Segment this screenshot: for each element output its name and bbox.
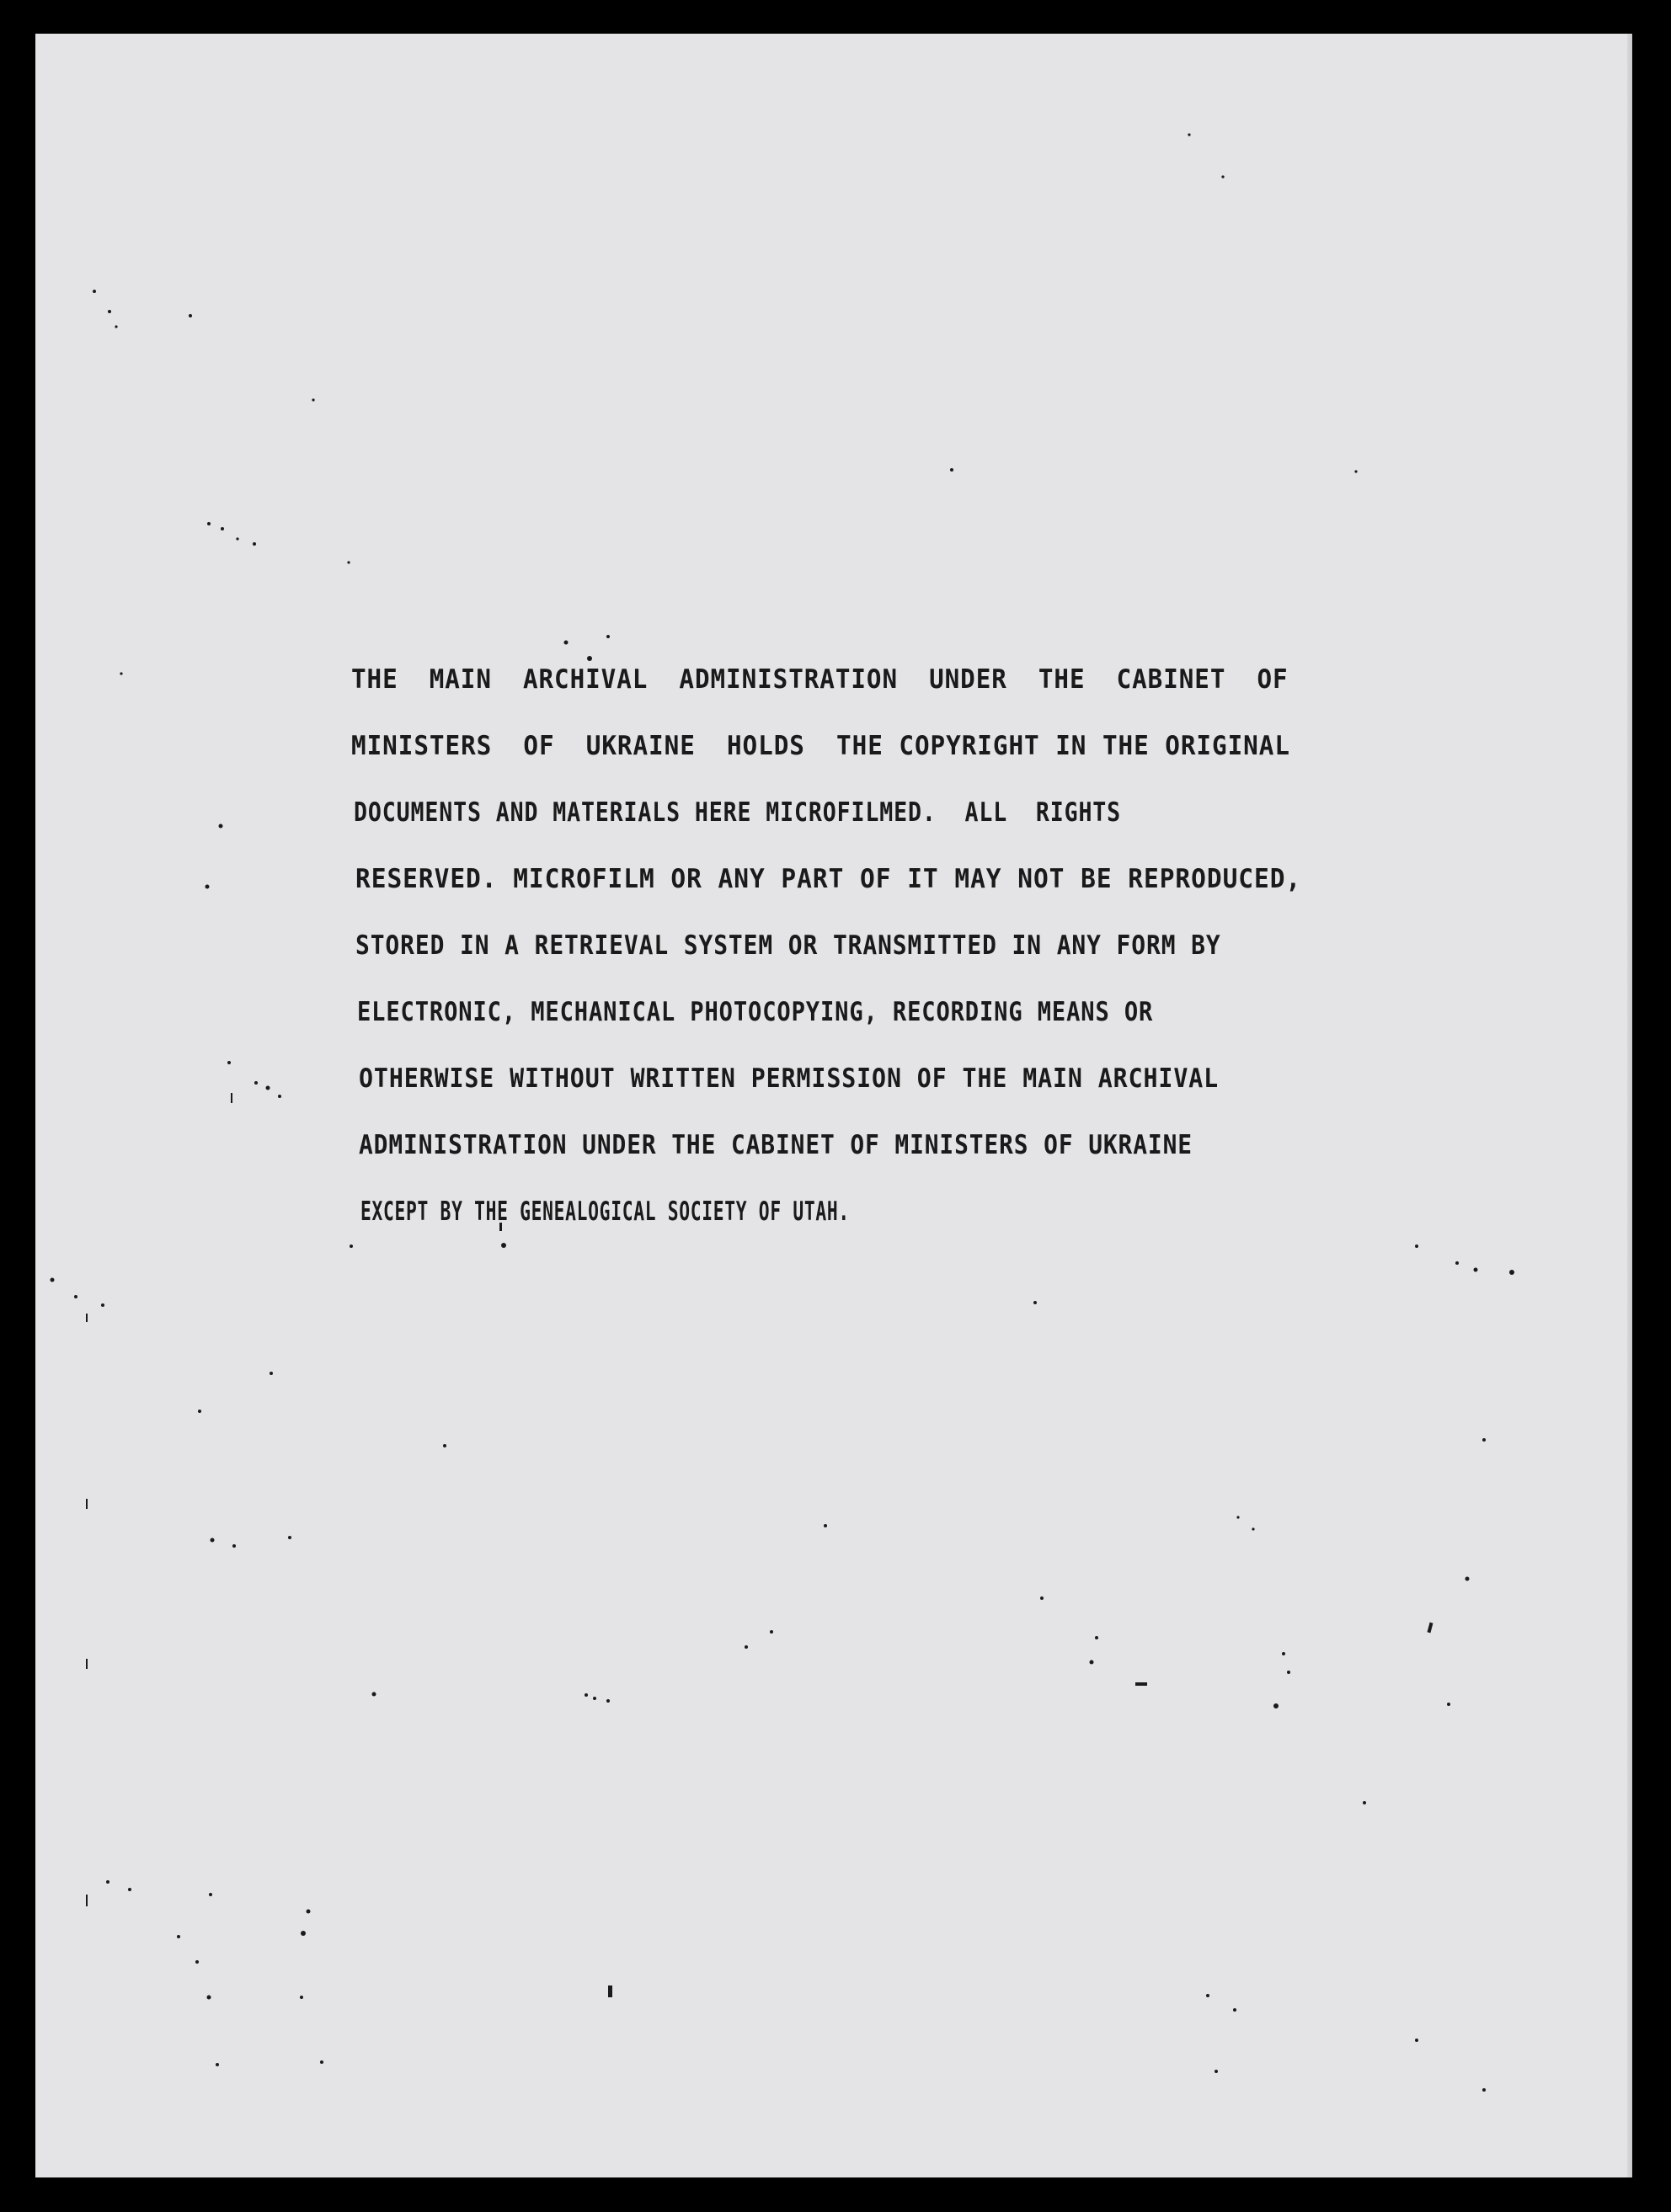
notice-line-2: MINISTERS OF UKRAINE HOLDS THE COPYRIGHT IN THE ORIGINAL — [351, 731, 1290, 761]
notice-line-5: STORED IN A RETRIEVAL SYSTEM OR TRANSMITTED IN ANY FORM BY — [355, 930, 1221, 961]
notice-line-9: EXCEPT BY THE GENEALOGICAL SOCIETY OF UTAH. — [360, 1197, 850, 1227]
notice-line-8: ADMINISTRATION UNDER THE CABINET OF MINISTERS OF UKRAINE — [359, 1130, 1193, 1160]
notice-line-6: ELECTRONIC, MECHANICAL PHOTOCOPYING, RECORDING MEANS OR — [357, 997, 1154, 1027]
notice-line-3: DOCUMENTS AND MATERIALS HERE MICROFILMED. ALL RIGHTS — [354, 797, 1122, 828]
notice-line-4: RESERVED. MICROFILM OR ANY PART OF IT MAY NOT BE REPRODUCED, — [355, 864, 1302, 894]
notice-line-7: OTHERWISE WITHOUT WRITTEN PERMISSION OF THE MAIN ARCHIVAL — [359, 1063, 1220, 1094]
notice-line-1: THE MAIN ARCHIVAL ADMINISTRATION UNDER THE CABINET OF — [351, 664, 1289, 695]
copyright-notice — [351, 664, 1598, 1266]
document-page — [35, 34, 1632, 2177]
